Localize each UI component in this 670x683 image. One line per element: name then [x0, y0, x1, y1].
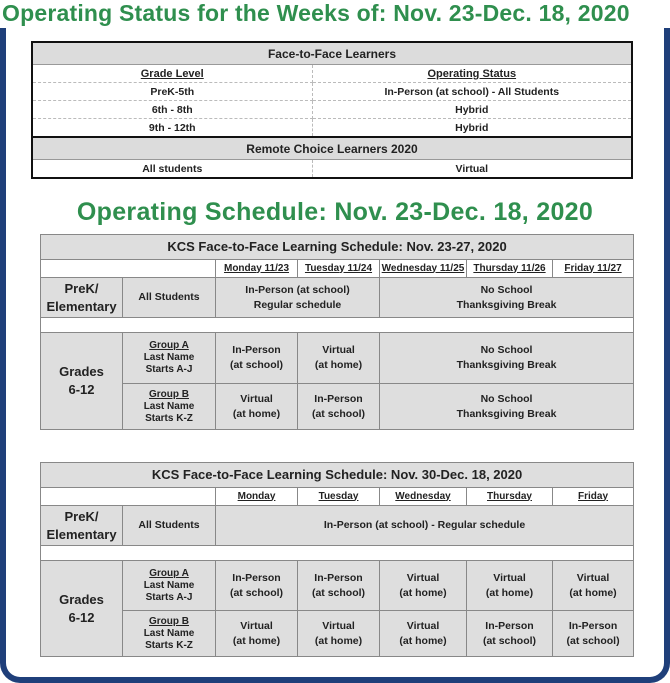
prek-label [41, 506, 123, 546]
cell-line2: (at school) [229, 586, 284, 599]
group-line2: Last Name [143, 579, 195, 591]
day-header: Wednesday [380, 488, 467, 506]
cell-line2: Regular schedule [253, 298, 342, 311]
prek-label [41, 278, 123, 318]
page-title: Operating Status for the Weeks of: Nov. 23-Dec. 18, 2020 [2, 0, 630, 26]
group-line2: Last Name [143, 352, 195, 363]
grades-label-line2: 6-12 [68, 382, 95, 397]
schedule-cell [380, 561, 467, 611]
day-header: Friday 11/27 [553, 260, 634, 278]
schedule-cell [467, 611, 553, 657]
cell-line1: Virtual [322, 619, 355, 632]
cell-line2: (at school) [566, 634, 620, 647]
week2-schedule-table [40, 462, 634, 657]
status-cell: Hybrid [312, 101, 632, 119]
group-line2: Last Name [143, 400, 195, 412]
cell-line1: Virtual [240, 392, 273, 405]
cell-line1: In-Person [232, 344, 281, 356]
schedule-cell [298, 333, 380, 384]
cell-line1: Virtual [322, 344, 355, 356]
group-line3: Starts K-Z [145, 412, 193, 424]
cell-line1: Virtual [406, 619, 440, 632]
cell-line1: In-Person [568, 619, 618, 632]
schedule-cell [467, 561, 553, 611]
day-header: Thursday [467, 488, 553, 506]
cell-line1: Virtual [576, 571, 610, 584]
status-cell: Hybrid [312, 119, 632, 138]
grades-label-line1: Grades [59, 364, 104, 379]
grade-cell: PreK-5th [32, 83, 312, 101]
cell-line2: (at home) [232, 634, 281, 647]
cell-line2: (at home) [314, 359, 363, 371]
cell-line1: In-Person [232, 571, 281, 584]
cell-line2: (at home) [232, 407, 281, 420]
grades-label-line1: Grades [59, 591, 104, 607]
group-name: Group A [149, 340, 189, 351]
status-cell: In-Person (at school) - All Students [312, 83, 632, 101]
group-b-label [123, 384, 216, 430]
prek-mon-tue-cell [216, 278, 380, 318]
day-header: Monday [216, 488, 298, 506]
prek-label-line1: PreK/ [64, 508, 99, 524]
corner-cell [41, 260, 216, 278]
f2f-heading: Face-to-Face Learners [32, 42, 632, 65]
schedule-cell [216, 333, 298, 384]
day-header: Monday 11/23 [216, 260, 298, 278]
cell-line1: No School [480, 283, 533, 296]
group-name: Group B [149, 615, 189, 627]
day-header: Thursday 11/26 [467, 260, 553, 278]
table-row [32, 160, 632, 179]
cell-line2: (at school) [229, 359, 284, 371]
table-row [32, 101, 632, 119]
cell-line2: (at school) [311, 586, 366, 599]
schedule-cell [216, 611, 298, 657]
grade-cell: All students [32, 160, 312, 179]
grade-cell: 9th - 12th [32, 119, 312, 138]
schedule-cell [553, 561, 634, 611]
schedule-cell [553, 611, 634, 657]
day-header: Tuesday [298, 488, 380, 506]
thanksgiving-cell [380, 384, 634, 430]
week1-title: KCS Face-to-Face Learning Schedule: Nov. 23-27, 2020 [41, 235, 634, 260]
status-cell: Virtual [312, 160, 632, 179]
schedule-cell [298, 561, 380, 611]
group-a-label [123, 333, 216, 384]
all-students-label: All Students [123, 506, 216, 546]
cell-line1: In-Person (at school) [245, 283, 350, 296]
cell-line2: Thanksgiving Break [456, 298, 557, 311]
cell-line2: (at school) [311, 407, 366, 420]
cell-line2: (at school) [482, 634, 537, 647]
grade-level-header: Grade Level [32, 65, 312, 83]
day-header: Friday [553, 488, 634, 506]
day-header: Wednesday 11/25 [380, 260, 467, 278]
group-line3: Starts K-Z [145, 639, 193, 651]
corner-cell [41, 488, 216, 506]
thanksgiving-cell [380, 333, 634, 384]
cell-line1: Virtual [493, 571, 526, 584]
cell-line2: (at home) [569, 586, 617, 599]
operating-status-header: Operating Status [312, 65, 632, 83]
cell-line2: (at home) [314, 634, 363, 647]
grade-cell: 6th - 8th [32, 101, 312, 119]
cell-line2: Thanksgiving Break [456, 407, 557, 420]
cell-line2: (at home) [399, 586, 447, 599]
cell-line1: In-Person [314, 392, 363, 405]
group-b-label [123, 611, 216, 657]
cell-line2: (at home) [485, 586, 534, 599]
cell-line2: (at home) [399, 634, 447, 647]
group-name: Group A [149, 567, 189, 579]
cell-line1: No School [480, 392, 533, 405]
prek-label-line1: PreK/ [64, 280, 99, 296]
day-header: Tuesday 11/24 [298, 260, 380, 278]
schedule-cell [298, 611, 380, 657]
schedule-cell [216, 384, 298, 430]
schedule-cell [298, 384, 380, 430]
prek-label-line2: Elementary [46, 298, 117, 314]
group-line2: Last Name [143, 627, 195, 639]
operating-status-table [31, 41, 633, 179]
schedule-cell [216, 561, 298, 611]
remote-heading: Remote Choice Learners 2020 [32, 137, 632, 160]
cell-line1: Virtual [240, 619, 273, 632]
cell-line1: In-Person [485, 619, 534, 632]
table-row [32, 83, 632, 101]
schedule-heading: Operating Schedule: Nov. 23-Dec. 18, 2020 [76, 198, 594, 226]
spacer-row [41, 318, 634, 333]
group-name: Group B [149, 388, 189, 400]
group-line3: Starts A-J [145, 591, 193, 603]
prek-thanksgiving-cell [380, 278, 634, 318]
cell-line2: Thanksgiving Break [456, 359, 557, 371]
spacer-row [41, 546, 634, 561]
cell-line1: No School [480, 344, 533, 356]
all-students-label: All Students [123, 278, 216, 318]
grades-label-line2: 6-12 [68, 609, 95, 625]
prek-label-line2: Elementary [46, 526, 117, 542]
week2-title: KCS Face-to-Face Learning Schedule: Nov. 30-Dec. 18, 2020 [41, 463, 634, 488]
prek-regular-schedule-cell: In-Person (at school) - Regular schedule [216, 506, 634, 546]
schedule-cell [380, 611, 467, 657]
cell-line1: In-Person [314, 571, 363, 584]
group-a-label [123, 561, 216, 611]
group-line3: Starts A-J [145, 364, 193, 375]
grades-label [41, 561, 123, 657]
grades-label [41, 333, 123, 430]
cell-line1: Virtual [406, 571, 440, 584]
week1-schedule-table [40, 234, 634, 430]
table-row [32, 119, 632, 138]
